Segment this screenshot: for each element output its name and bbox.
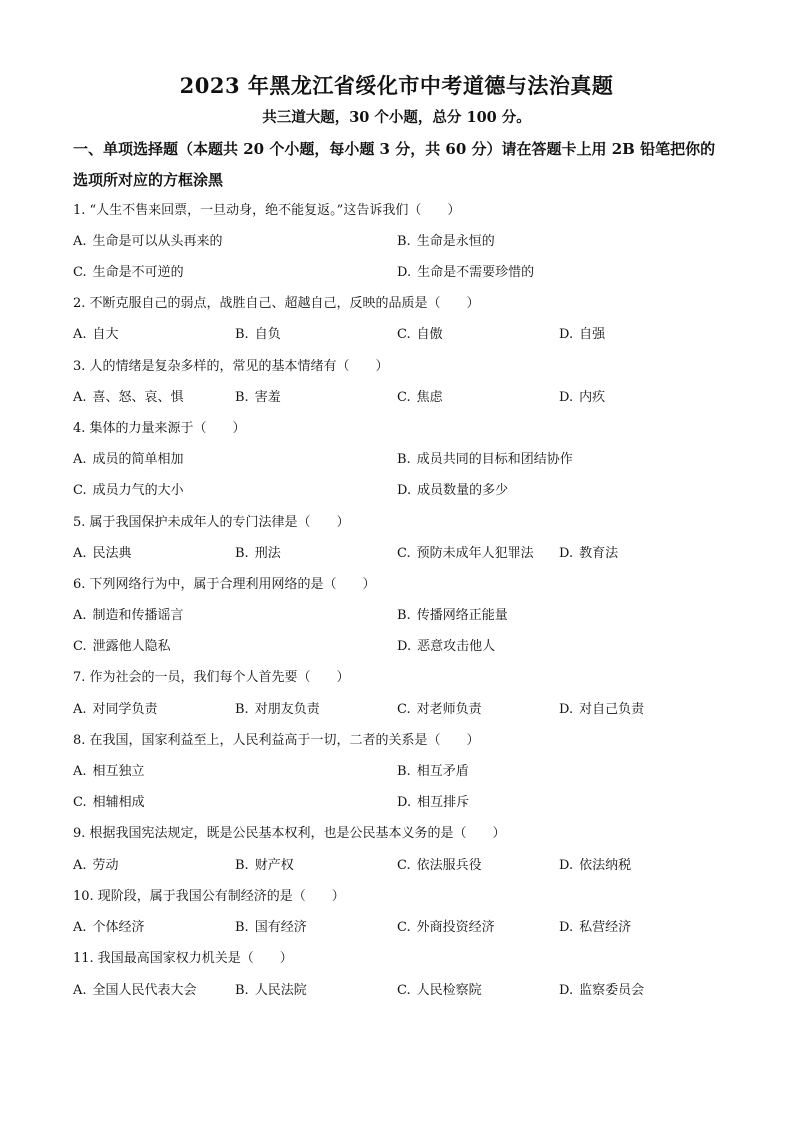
document-title: 2023 年黑龙江省绥化市中考道德与法治真题 (179, 73, 614, 98)
option-letter: D. (559, 702, 574, 717)
question-stem-9: 9. 根据我国宪法规定，既是公民基本权利，也是公民基本义务的是（ ） (73, 826, 506, 841)
option-letter: C. (397, 390, 411, 405)
option-text: 成员的简单相加 (92, 452, 184, 467)
option-letter: D. (397, 639, 412, 654)
option-letter: A. (73, 764, 87, 779)
option-text: 劳动 (92, 858, 119, 873)
option-text: 财产权 (254, 858, 294, 873)
section-heading-continued: 选项所对应的方框涂黑 (73, 171, 224, 189)
question-stem-11: 11. 我国最高国家权力机关是（ ） (73, 951, 293, 966)
option-text: 焦虑 (416, 390, 443, 405)
option-9a (73, 857, 119, 875)
option-text: 相辅相成 (92, 795, 145, 810)
option-11d (559, 982, 644, 1000)
option-text: 自强 (579, 327, 606, 342)
option-text: 依法纳税 (579, 858, 632, 873)
option-letter: A. (73, 234, 87, 249)
option-5c (397, 545, 534, 563)
option-1b (397, 233, 495, 251)
option-2b (235, 326, 281, 344)
option-text: 对朋友负责 (254, 702, 320, 717)
option-text: 私营经济 (579, 920, 632, 935)
option-4c (73, 482, 184, 500)
option-text: 生命是可以从头再来的 (92, 234, 223, 249)
option-letter: B. (397, 234, 411, 249)
option-text: 相互独立 (92, 764, 145, 779)
option-letter: C. (73, 483, 87, 498)
option-letter: D. (559, 983, 574, 998)
option-text: 个体经济 (92, 920, 145, 935)
option-text: 教育法 (579, 546, 619, 561)
option-text: 自傲 (416, 327, 443, 342)
option-11c (397, 982, 482, 1000)
option-10d (559, 919, 631, 937)
question-stem-4: 4. 集体的力量来源于（ ） (73, 421, 246, 436)
option-letter: C. (73, 639, 87, 654)
option-3b (235, 389, 281, 407)
option-1a (73, 233, 223, 251)
option-letter: D. (397, 483, 412, 498)
option-text: 相互矛盾 (416, 764, 469, 779)
option-letter: D. (559, 920, 574, 935)
option-9b (235, 857, 294, 875)
option-text: 泄露他人隐私 (92, 639, 171, 654)
option-10c (397, 919, 495, 937)
question-stem-1: 1. “人生不售来回票，一旦动身，绝不能复返。”这告诉我们（ ） (73, 203, 461, 218)
option-text: 全国人民代表大会 (92, 983, 197, 998)
option-letter: B. (235, 390, 249, 405)
question-stem-3: 3. 人的情绪是复杂多样的，常见的基本情绪有（ ） (73, 359, 389, 374)
option-letter: A. (73, 452, 87, 467)
option-letter: B. (397, 764, 411, 779)
option-10a (73, 919, 145, 937)
option-letter: B. (235, 327, 249, 342)
option-letter: A. (73, 327, 87, 342)
question-stem-5: 5. 属于我国保护未成年人的专门法律是（ ） (73, 515, 350, 530)
option-8c (73, 794, 145, 812)
option-4a (73, 451, 184, 469)
option-8b (397, 763, 469, 781)
option-5a (73, 545, 132, 563)
option-letter: B. (397, 452, 411, 467)
option-9c (397, 857, 482, 875)
option-letter: C. (397, 702, 411, 717)
option-text: 自大 (92, 327, 119, 342)
option-6c (73, 638, 171, 656)
option-3a (73, 389, 184, 407)
option-4b (397, 451, 573, 469)
option-text: 人民法院 (254, 983, 307, 998)
question-stem-10: 10. 现阶段，属于我国公有制经济的是（ ） (73, 889, 345, 904)
option-3c (397, 389, 443, 407)
section-heading: 一、单项选择题（本题共 20 个小题，每小题 3 分，共 60 分）请在答题卡上用 2B 铅笔把你的 (73, 140, 716, 158)
option-text: 生命是不需要珍惜的 (417, 265, 535, 280)
option-text: 恶意攻击他人 (417, 639, 496, 654)
option-11a (73, 982, 197, 1000)
option-text: 成员力气的大小 (92, 483, 184, 498)
option-text: 人民检察院 (416, 983, 482, 998)
option-letter: B. (397, 608, 411, 623)
option-8a (73, 763, 145, 781)
option-4d (397, 482, 508, 500)
option-letter: B. (235, 858, 249, 873)
option-5d (559, 545, 618, 563)
option-5b (235, 545, 281, 563)
option-text: 内疚 (579, 390, 606, 405)
option-11b (235, 982, 307, 1000)
option-letter: D. (559, 390, 574, 405)
option-1c (73, 264, 184, 282)
option-letter: A. (73, 702, 87, 717)
option-text: 害羞 (254, 390, 281, 405)
option-text: 依法服兵役 (416, 858, 482, 873)
option-letter: B. (235, 920, 249, 935)
question-stem-8: 8. 在我国，国家利益至上，人民利益高于一切，二者的关系是（ ） (73, 733, 480, 748)
option-text: 生命是不可逆的 (92, 265, 184, 280)
option-letter: A. (73, 983, 87, 998)
option-1d (397, 264, 534, 282)
question-stem-6: 6. 下列网络行为中，属于合理利用网络的是（ ） (73, 577, 376, 592)
option-text: 成员共同的目标和团结协作 (416, 452, 573, 467)
option-letter: C. (73, 265, 87, 280)
option-letter: A. (73, 546, 87, 561)
option-7a (73, 701, 158, 719)
option-text: 对老师负责 (416, 702, 482, 717)
option-text: 自负 (254, 327, 281, 342)
option-letter: B. (235, 702, 249, 717)
option-2d (559, 326, 605, 344)
option-letter: D. (397, 795, 412, 810)
option-letter: A. (73, 920, 87, 935)
option-10b (235, 919, 307, 937)
document-subtitle: 共三道大题，30 个小题，总分 100 分。 (262, 109, 531, 126)
option-letter: C. (397, 327, 411, 342)
option-text: 对自己负责 (579, 702, 645, 717)
option-letter: D. (559, 546, 574, 561)
option-letter: B. (235, 546, 249, 561)
option-9d (559, 857, 631, 875)
option-text: 相互排斥 (417, 795, 470, 810)
option-letter: D. (397, 265, 412, 280)
option-7c (397, 701, 482, 719)
question-stem-7: 7. 作为社会的一员，我们每个人首先要（ ） (73, 670, 350, 685)
option-text: 外商投资经济 (416, 920, 495, 935)
option-text: 生命是永恒的 (416, 234, 495, 249)
option-6a (73, 607, 184, 625)
option-letter: A. (73, 390, 87, 405)
option-letter: D. (559, 327, 574, 342)
option-7d (559, 701, 644, 719)
option-letter: C. (397, 546, 411, 561)
option-6d (397, 638, 495, 656)
option-text: 民法典 (92, 546, 132, 561)
option-text: 喜、怒、哀、惧 (92, 390, 184, 405)
option-letter: B. (235, 983, 249, 998)
option-text: 刑法 (254, 546, 281, 561)
option-letter: C. (397, 858, 411, 873)
option-2c (397, 326, 443, 344)
option-letter: A. (73, 858, 87, 873)
option-text: 国有经济 (254, 920, 307, 935)
option-letter: D. (559, 858, 574, 873)
option-text: 成员数量的多少 (417, 483, 509, 498)
option-letter: C. (397, 983, 411, 998)
option-2a (73, 326, 119, 344)
option-text: 预防未成年人犯罪法 (416, 546, 534, 561)
question-stem-2: 2. 不断克服自己的弱点，战胜自己、超越自己，反映的品质是（ ） (73, 296, 480, 311)
option-text: 传播网络正能量 (416, 608, 508, 623)
option-text: 对同学负责 (92, 702, 158, 717)
option-text: 监察委员会 (579, 983, 645, 998)
option-letter: C. (73, 795, 87, 810)
option-text: 制造和传播谣言 (92, 608, 184, 623)
option-7b (235, 701, 320, 719)
option-6b (397, 607, 508, 625)
option-8d (397, 794, 469, 812)
option-letter: C. (397, 920, 411, 935)
option-3d (559, 389, 605, 407)
option-letter: A. (73, 608, 87, 623)
